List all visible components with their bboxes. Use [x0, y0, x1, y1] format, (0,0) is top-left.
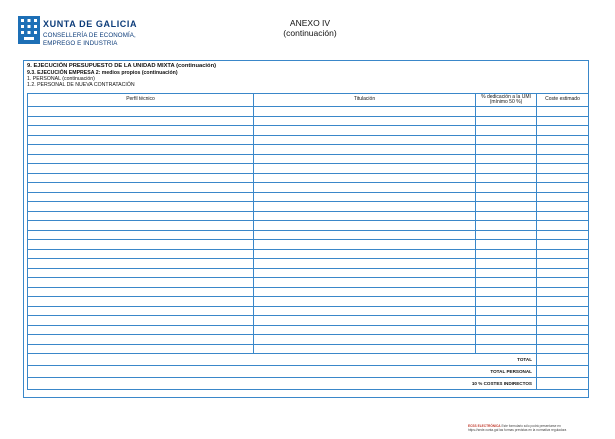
cell-dedicacion[interactable] — [476, 249, 537, 259]
cell-perfil-tecnico[interactable] — [28, 173, 254, 183]
totals-section — [28, 354, 589, 390]
cell-coste-estimado[interactable] — [537, 183, 589, 193]
table-row — [28, 221, 589, 231]
cell-perfil-tecnico[interactable] — [28, 306, 254, 316]
cell-titulacion[interactable] — [254, 202, 476, 212]
cell-perfil-tecnico[interactable] — [28, 325, 254, 335]
cell-coste-estimado[interactable] — [537, 325, 589, 335]
total-label: TOTAL — [28, 354, 537, 366]
cell-coste-estimado[interactable] — [537, 344, 589, 354]
table-row — [28, 268, 589, 278]
cell-titulacion[interactable] — [254, 183, 476, 193]
cell-coste-estimado[interactable] — [537, 268, 589, 278]
cell-coste-estimado[interactable] — [537, 316, 589, 326]
cell-perfil-tecnico[interactable] — [28, 278, 254, 288]
cell-titulacion[interactable] — [254, 154, 476, 164]
cell-dedicacion[interactable] — [476, 297, 537, 307]
cell-titulacion[interactable] — [254, 126, 476, 136]
cell-perfil-tecnico[interactable] — [28, 126, 254, 136]
table-row — [28, 211, 589, 221]
table-row — [28, 183, 589, 193]
table-row — [28, 164, 589, 174]
cell-perfil-tecnico[interactable] — [28, 183, 254, 193]
cell-dedicacion[interactable] — [476, 211, 537, 221]
cell-dedicacion[interactable] — [476, 154, 537, 164]
org-department-line-1: CONSELLERÍA DE ECONOMÍA, — [43, 32, 136, 39]
cell-perfil-tecnico[interactable] — [28, 211, 254, 221]
cell-coste-estimado[interactable] — [537, 173, 589, 183]
header-titulacion: Titulación — [254, 94, 476, 107]
cell-perfil-tecnico[interactable] — [28, 287, 254, 297]
cell-titulacion[interactable] — [254, 116, 476, 126]
table-row — [28, 135, 589, 145]
cell-dedicacion[interactable] — [476, 135, 537, 145]
cell-perfil-tecnico[interactable] — [28, 268, 254, 278]
cell-perfil-tecnico[interactable] — [28, 145, 254, 155]
cell-coste-estimado[interactable] — [537, 107, 589, 117]
table-row — [28, 335, 589, 345]
cell-perfil-tecnico[interactable] — [28, 230, 254, 240]
cell-coste-estimado[interactable] — [537, 145, 589, 155]
subheading-empresa: 9.3. EJECUCIÓN EMPRESA 2: medios propios (continuación) — [27, 70, 178, 76]
table-body — [28, 107, 589, 354]
cell-titulacion[interactable] — [254, 164, 476, 174]
table-row — [28, 249, 589, 259]
cell-dedicacion[interactable] — [476, 287, 537, 297]
table-row — [28, 192, 589, 202]
cell-coste-estimado[interactable] — [537, 249, 589, 259]
cell-dedicacion[interactable] — [476, 221, 537, 231]
cell-perfil-tecnico[interactable] — [28, 221, 254, 231]
cell-titulacion[interactable] — [254, 145, 476, 155]
cell-coste-estimado[interactable] — [537, 164, 589, 174]
xunta-logo — [18, 16, 158, 56]
cell-titulacion[interactable] — [254, 249, 476, 259]
costes-indirectos-value-cell[interactable] — [537, 378, 589, 390]
cell-coste-estimado[interactable] — [537, 221, 589, 231]
cell-perfil-tecnico[interactable] — [28, 107, 254, 117]
cell-coste-estimado[interactable] — [537, 240, 589, 250]
cell-coste-estimado[interactable] — [537, 287, 589, 297]
section-title: 9. EJECUCIÓN PRESUPUESTO DE LA UNIDAD MIXTA (continuación) — [27, 63, 217, 69]
costes-indirectos-label: 10 % COSTES INDIRECTOS — [28, 378, 537, 390]
cell-coste-estimado[interactable] — [537, 278, 589, 288]
cell-coste-estimado[interactable] — [537, 192, 589, 202]
cell-titulacion[interactable] — [254, 297, 476, 307]
table-row — [28, 259, 589, 269]
cell-dedicacion[interactable] — [476, 173, 537, 183]
cell-coste-estimado[interactable] — [537, 306, 589, 316]
cell-titulacion[interactable] — [254, 230, 476, 240]
footer-line-2: https://sede.xunta.gal las formas previstas en la normativa reguladora — [468, 428, 567, 432]
header-coste-estimado: Coste estimado — [537, 94, 589, 107]
header-perfil-tecnico: Perfil técnico — [28, 94, 254, 107]
cell-perfil-tecnico[interactable] — [28, 116, 254, 126]
cell-perfil-tecnico[interactable] — [28, 202, 254, 212]
org-department-line-2: EMPREGO E INDUSTRIA — [43, 39, 118, 47]
cell-titulacion[interactable] — [254, 316, 476, 326]
footer-highlight: ECSS ELECTRÓNICA — [468, 424, 501, 428]
org-name: XUNTA DE GALICIA — [43, 19, 138, 29]
cell-titulacion[interactable] — [254, 287, 476, 297]
table-row — [28, 116, 589, 126]
cell-titulacion[interactable] — [254, 135, 476, 145]
cell-dedicacion[interactable] — [476, 278, 537, 288]
cell-coste-estimado[interactable] — [537, 211, 589, 221]
cell-coste-estimado[interactable] — [537, 230, 589, 240]
cell-dedicacion[interactable] — [476, 230, 537, 240]
cell-perfil-tecnico[interactable] — [28, 344, 254, 354]
cell-dedicacion[interactable] — [476, 107, 537, 117]
cell-coste-estimado[interactable] — [537, 202, 589, 212]
cell-dedicacion[interactable] — [476, 240, 537, 250]
table-row — [28, 126, 589, 136]
cell-titulacion[interactable] — [254, 344, 476, 354]
cell-dedicacion[interactable] — [476, 344, 537, 354]
table-row — [28, 240, 589, 250]
cell-coste-estimado[interactable] — [537, 135, 589, 145]
table-row — [28, 154, 589, 164]
cell-dedicacion[interactable] — [476, 145, 537, 155]
footer-note — [468, 424, 608, 432]
cell-titulacion[interactable] — [254, 259, 476, 269]
total-value-cell[interactable] — [537, 354, 589, 366]
footer-line-1: Este formulario sólo podrá presentarse en — [501, 424, 561, 428]
table-row — [28, 230, 589, 240]
cell-titulacion[interactable] — [254, 221, 476, 231]
subheading-personal: 1. PERSONAL (continuación) — [27, 75, 95, 82]
cell-dedicacion[interactable] — [476, 126, 537, 136]
cell-dedicacion[interactable] — [476, 202, 537, 212]
cell-coste-estimado[interactable] — [537, 126, 589, 136]
cell-perfil-tecnico[interactable] — [28, 154, 254, 164]
cell-dedicacion[interactable] — [476, 268, 537, 278]
costes-indirectos-row — [28, 378, 589, 390]
cell-dedicacion[interactable] — [476, 306, 537, 316]
cell-titulacion[interactable] — [254, 192, 476, 202]
cell-dedicacion[interactable] — [476, 183, 537, 193]
cell-perfil-tecnico[interactable] — [28, 240, 254, 250]
cell-coste-estimado[interactable] — [537, 259, 589, 269]
cell-titulacion[interactable] — [254, 306, 476, 316]
cell-perfil-tecnico[interactable] — [28, 297, 254, 307]
cell-coste-estimado[interactable] — [537, 297, 589, 307]
cell-titulacion[interactable] — [254, 240, 476, 250]
annex-subtitle: (continuación) — [283, 28, 337, 38]
personal-table — [27, 93, 589, 390]
table-row — [28, 145, 589, 155]
cell-titulacion[interactable] — [254, 278, 476, 288]
galicia-emblem-icon — [18, 16, 40, 44]
total-personal-value-cell[interactable] — [537, 366, 589, 378]
table-row — [28, 325, 589, 335]
total-personal-label: TOTAL PERSONAL — [28, 366, 537, 378]
org-department — [43, 32, 136, 48]
cell-perfil-tecnico[interactable] — [28, 335, 254, 345]
cell-titulacion[interactable] — [254, 335, 476, 345]
cell-dedicacion[interactable] — [476, 164, 537, 174]
cell-titulacion[interactable] — [254, 173, 476, 183]
cell-titulacion[interactable] — [254, 211, 476, 221]
table-row — [28, 297, 589, 307]
cell-coste-estimado[interactable] — [537, 116, 589, 126]
table-header-row — [28, 94, 589, 107]
cell-perfil-tecnico[interactable] — [28, 249, 254, 259]
cell-dedicacion[interactable] — [476, 192, 537, 202]
cell-coste-estimado[interactable] — [537, 335, 589, 345]
cell-perfil-tecnico[interactable] — [28, 316, 254, 326]
table-row — [28, 107, 589, 117]
annex-title: ANEXO IV — [289, 18, 331, 28]
table-row — [28, 278, 589, 288]
table-row — [28, 344, 589, 354]
cell-perfil-tecnico[interactable] — [28, 192, 254, 202]
annex-heading — [250, 18, 370, 38]
header-dedicacion: % dedicación a la UMI (mínimo 50 %) — [476, 94, 537, 107]
cell-perfil-tecnico[interactable] — [28, 135, 254, 145]
table-row — [28, 202, 589, 212]
total-personal-row — [28, 366, 589, 378]
cell-dedicacion[interactable] — [476, 259, 537, 269]
table-row — [28, 287, 589, 297]
table-row — [28, 173, 589, 183]
cell-dedicacion[interactable] — [476, 325, 537, 335]
subheading-nueva-contratacion: 1.2. PERSONAL DE NUEVA CONTRATACIÓN — [27, 81, 135, 88]
cell-perfil-tecnico[interactable] — [28, 259, 254, 269]
cell-titulacion[interactable] — [254, 325, 476, 335]
cell-dedicacion[interactable] — [476, 116, 537, 126]
cell-dedicacion[interactable] — [476, 316, 537, 326]
table-row — [28, 306, 589, 316]
cell-titulacion[interactable] — [254, 107, 476, 117]
cell-perfil-tecnico[interactable] — [28, 164, 254, 174]
cell-dedicacion[interactable] — [476, 335, 537, 345]
total-row — [28, 354, 589, 366]
cell-titulacion[interactable] — [254, 268, 476, 278]
section-subheadings — [27, 71, 178, 88]
table-row — [28, 316, 589, 326]
cell-coste-estimado[interactable] — [537, 154, 589, 164]
